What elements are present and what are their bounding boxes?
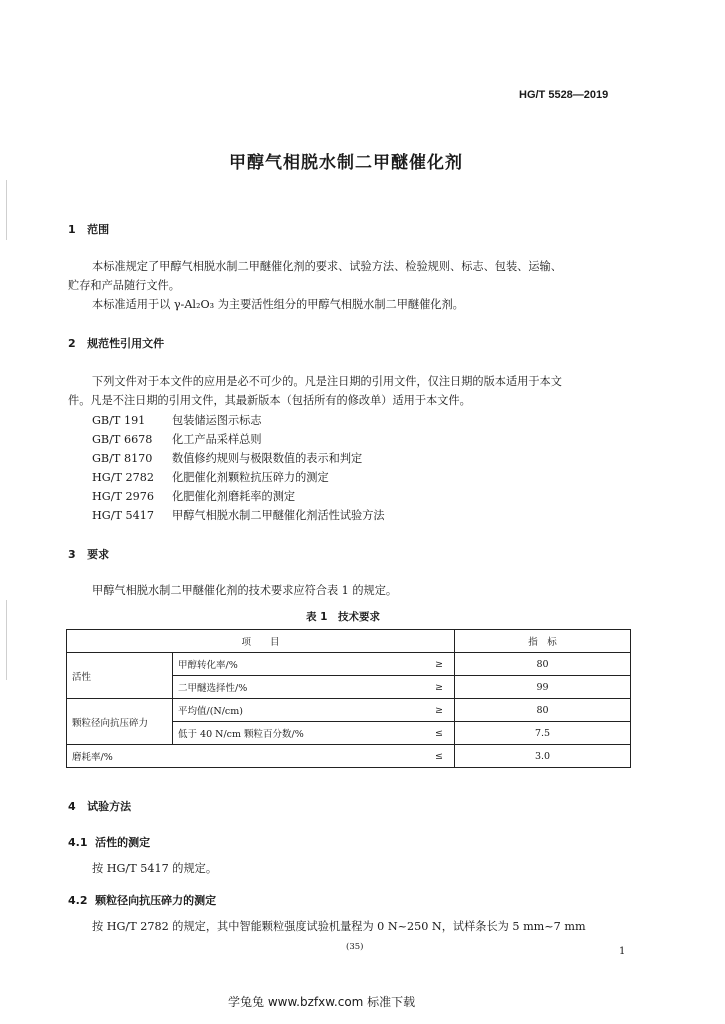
- row-symbol: ≥: [424, 699, 455, 722]
- row-label: 平均值/(N/cm): [173, 699, 425, 722]
- header-value: 指 标: [455, 630, 631, 653]
- row-value: 99: [455, 676, 631, 699]
- row-label: 低于 40 N/cm 颗粒百分数/%: [173, 722, 425, 745]
- page-number: 1: [619, 946, 626, 957]
- row-value: 7.5: [455, 722, 631, 745]
- watermark-footer: 学兔兔 www.bzfxw.com 标准下载: [228, 995, 416, 1009]
- reference-item: GB/T 8170 数值修约规则与极限数值的表示和判定: [92, 452, 363, 465]
- print-page-number: (35): [346, 942, 364, 952]
- row-value: 80: [455, 699, 631, 722]
- subsection-4-2-heading: 4.2 颗粒径向抗压碎力的测定: [68, 894, 217, 907]
- row-symbol: ≥: [424, 676, 455, 699]
- row-symbol: ≥: [424, 653, 455, 676]
- table-caption: 表 1 技术要求: [306, 611, 380, 623]
- row-value: 3.0: [455, 745, 631, 768]
- table-row: [67, 745, 631, 768]
- section-4-heading: 4 试验方法: [68, 800, 132, 813]
- refs-intro-line-1: 下列文件对于本文件的应用是必不可少的。凡是注日期的引用文件，仅注日期的版本适用于本文: [92, 375, 562, 388]
- row-label: 二甲醚选择性/%: [173, 676, 425, 699]
- standard-number: HG/T 5528—2019: [519, 89, 609, 101]
- group-label: 颗粒径向抗压碎力: [67, 699, 173, 745]
- scope-para-1-line-2: 贮存和产品随行文件。: [68, 279, 180, 292]
- section-3-heading: 3 要求: [68, 548, 110, 561]
- requirements-intro: 甲醇气相脱水制二甲醚催化剂的技术要求应符合表 1 的规定。: [92, 584, 398, 597]
- table-header-row: [67, 630, 631, 653]
- table-row: [67, 699, 631, 722]
- reference-item: GB/T 6678 化工产品采样总则: [92, 433, 262, 446]
- header-item: 项 目: [67, 630, 455, 653]
- row-label: 甲醇转化率/%: [173, 653, 425, 676]
- reference-item: HG/T 5417 甲醇气相脱水制二甲醚催化剂活性试验方法: [92, 509, 385, 522]
- scope-para-1-line-1: 本标准规定了甲醇气相脱水制二甲醚催化剂的要求、试验方法、检验规则、标志、包装、运输、: [92, 260, 562, 273]
- row-value: 80: [455, 653, 631, 676]
- table-row: [67, 653, 631, 676]
- section-2-heading: 2 规范性引用文件: [68, 337, 165, 350]
- reference-item: HG/T 2782 化肥催化剂颗粒抗压碎力的测定: [92, 471, 329, 484]
- subsection-4-1-text: 按 HG/T 5417 的规定。: [92, 862, 218, 875]
- refs-intro-line-2: 件。凡是不注日期的引用文件，其最新版本（包括所有的修改单）适用于本文件。: [68, 394, 471, 407]
- reference-item: GB/T 191 包装储运图示标志: [92, 414, 262, 427]
- subsection-4-2-text: 按 HG/T 2782 的规定，其中智能颗粒强度试验机量程为 0 N~250 N，试样条长为 5 mm~7 mm: [92, 920, 586, 933]
- row-label: 磨耗率/%: [67, 745, 425, 768]
- scan-artifact: [6, 600, 7, 680]
- row-symbol: ≤: [424, 722, 455, 745]
- reference-item: HG/T 2976 化肥催化剂磨耗率的测定: [92, 490, 296, 503]
- scope-para-2: 本标准适用于以 γ-Al₂O₃ 为主要活性组分的甲醇气相脱水制二甲醚催化剂。: [92, 298, 464, 311]
- technical-requirements-table: [66, 629, 631, 768]
- subsection-4-1-heading: 4.1 活性的测定: [68, 836, 151, 849]
- document-title: 甲醇气相脱水制二甲醚催化剂: [229, 153, 463, 173]
- group-label: 活性: [67, 653, 173, 699]
- row-symbol: ≤: [424, 745, 455, 768]
- section-1-heading: 1 范围: [68, 223, 110, 236]
- scan-artifact: [6, 180, 7, 240]
